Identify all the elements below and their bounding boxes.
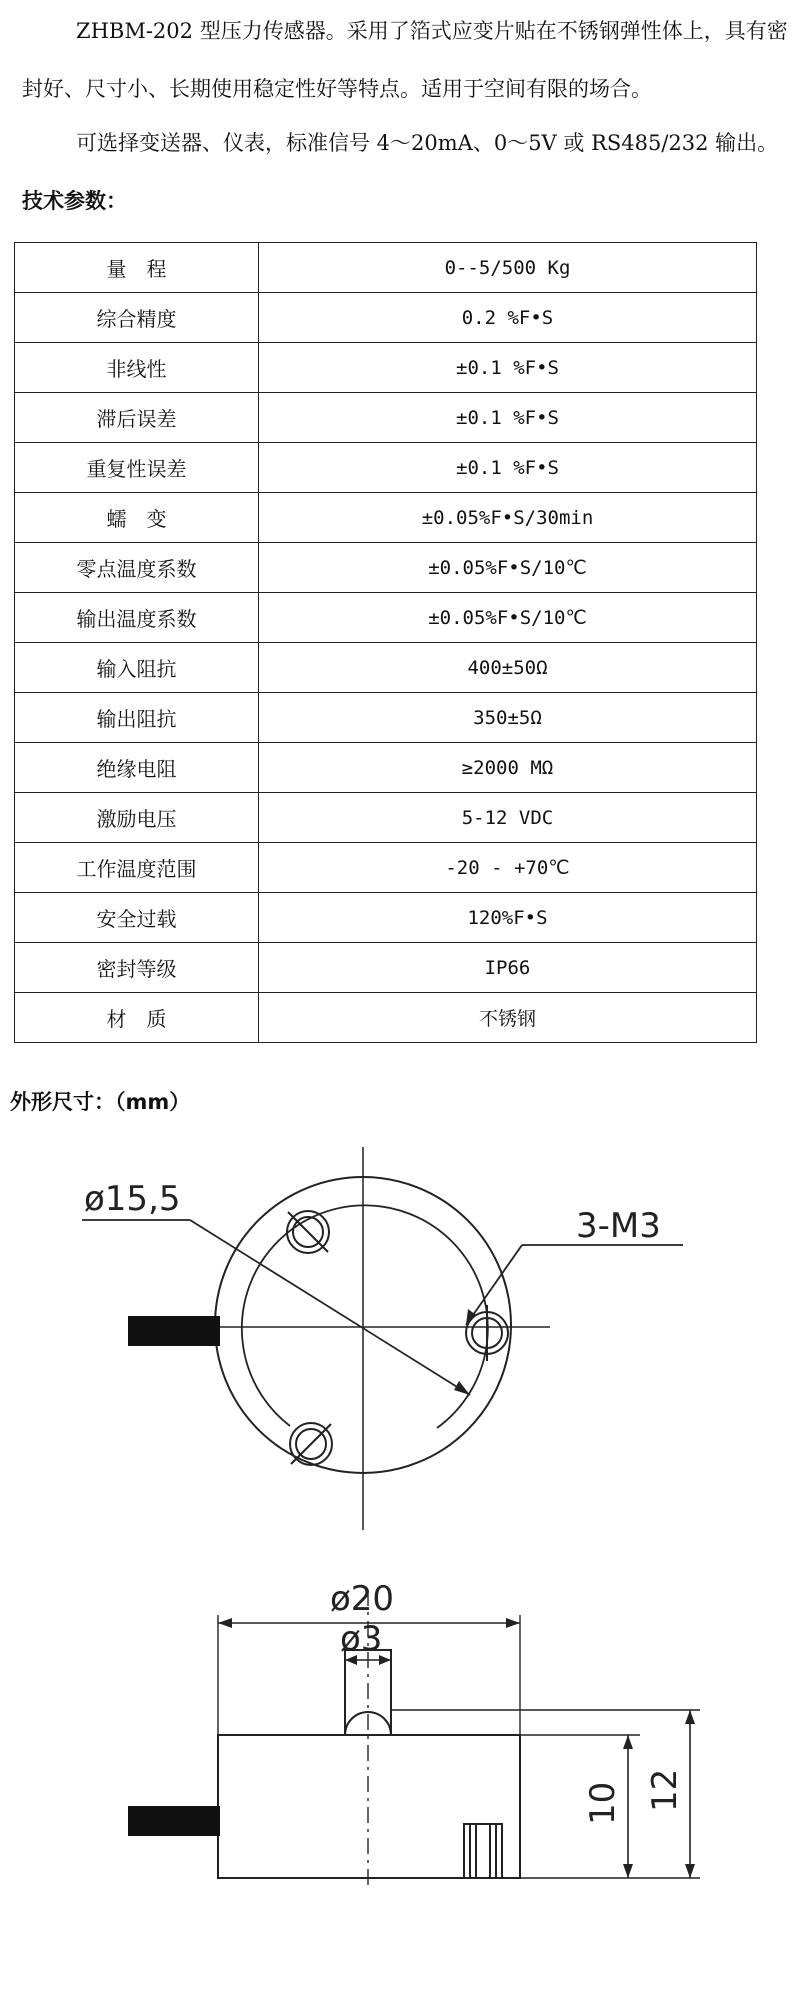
diameter-leader-line [190, 1220, 470, 1395]
total-height-label: 12 [645, 1768, 685, 1812]
intro-line-2: 封好、尺寸小、长期使用稳定性好等特点。适用于空间有限的场合。 [22, 77, 652, 101]
spec-param-name: 量 程 [15, 243, 259, 293]
spec-heading: 技术参数： [22, 189, 127, 213]
spec-param-value: 350±5Ω [259, 693, 757, 743]
mounting-holes-label: 3-M3 [576, 1206, 661, 1246]
dimension-arrowheads [218, 1309, 695, 1878]
spec-param-value: 0.2 %F•S [259, 293, 757, 343]
spec-param-name: 绝缘电阻 [15, 743, 259, 793]
dimensions-heading: 外形尺寸：（mm） [10, 1090, 191, 1114]
spec-param-value: ±0.1 %F•S [259, 343, 757, 393]
spec-param-value: ±0.05%F•S/10℃ [259, 593, 757, 643]
spec-param-value: ±0.1 %F•S [259, 443, 757, 493]
spec-param-name: 综合精度 [15, 293, 259, 343]
spec-param-name: 安全过载 [15, 893, 259, 943]
cable-top-view [128, 1316, 220, 1346]
body-height-label: 10 [583, 1781, 623, 1825]
side-view-body [218, 1735, 520, 1878]
spec-param-name: 输入阻抗 [15, 643, 259, 693]
side-view-screw [464, 1824, 502, 1878]
spec-param-value: 不锈钢 [259, 993, 757, 1043]
spec-param-value: 0--5/500 Kg [259, 243, 757, 293]
mounting-hole-3 [290, 1423, 332, 1465]
spec-param-name: 密封等级 [15, 943, 259, 993]
spec-param-value: ±0.05%F•S/10℃ [259, 543, 757, 593]
body-diameter-label: ø20 [330, 1579, 395, 1619]
spec-param-name: 重复性误差 [15, 443, 259, 493]
intro-line-3: 可选择变送器、仪表，标准信号 4～20mA、0～5V 或 RS485/232 输出。 [76, 131, 779, 155]
button-diameter-label: ø3 [340, 1619, 383, 1659]
spec-param-value: -20 - +70℃ [259, 843, 757, 893]
spec-param-value: ±0.05%F•S/30min [259, 493, 757, 543]
mounting-hole-1 [287, 1211, 329, 1253]
spec-param-value: 400±50Ω [259, 643, 757, 693]
spec-param-name: 材 质 [15, 993, 259, 1043]
spec-param-name: 非线性 [15, 343, 259, 393]
spec-param-value: 5-12 VDC [259, 793, 757, 843]
spec-param-value: ≥2000 MΩ [259, 743, 757, 793]
top-view-bolt-circle [242, 1205, 488, 1428]
cable-side-view [128, 1806, 220, 1836]
top-view-diameter-label: ø15,5 [84, 1179, 181, 1219]
spec-param-value: IP66 [259, 943, 757, 993]
spec-param-name: 滞后误差 [15, 393, 259, 443]
spec-param-name: 激励电压 [15, 793, 259, 843]
spec-param-name: 零点温度系数 [15, 543, 259, 593]
intro-line-1: ZHBM-202 型压力传感器。采用了箔式应变片贴在不锈钢弹性体上，具有密 [76, 19, 788, 43]
spec-param-value: ±0.1 %F•S [259, 393, 757, 443]
spec-param-name: 工作温度范围 [15, 843, 259, 893]
spec-param-name: 输出温度系数 [15, 593, 259, 643]
spec-param-name: 蠕 变 [15, 493, 259, 543]
spec-param-value: 120%F•S [259, 893, 757, 943]
spec-param-name: 输出阻抗 [15, 693, 259, 743]
